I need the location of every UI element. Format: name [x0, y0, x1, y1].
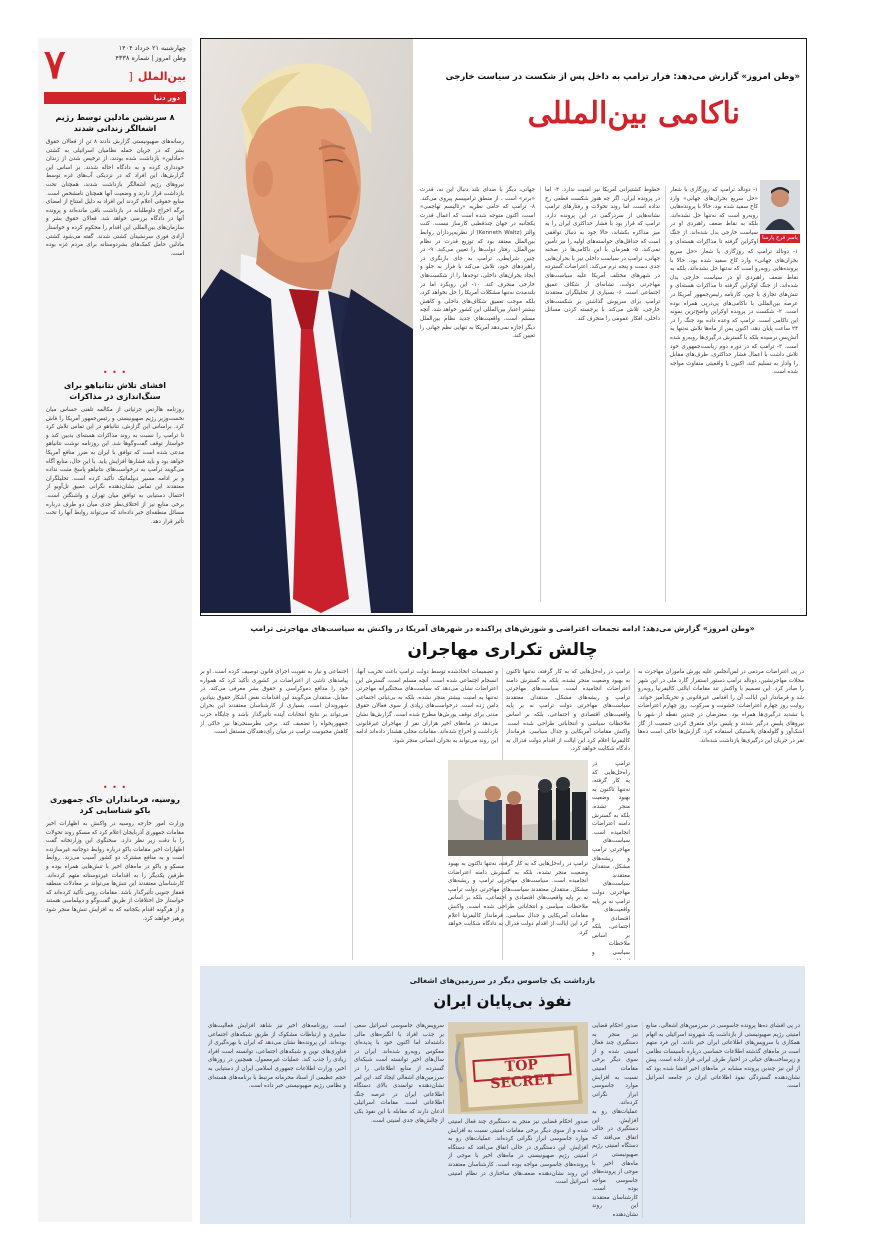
bottom-story-col3: سرویس‌های جاسوسی اسرائیل سعی بر جذب افراد با انگیزه‌های مالی داشته‌اند اما اکنون خود با پدیده‌ای معکوس روبه‌رو شده‌اند. ایران در سال‌های اخیر توانسته است شبکه‌ای گسترده از منابع اطلاعاتی را در سرزمین‌های اشغالی ایجاد کند. این امر نشان‌دهنده توانمندی بالای دستگاه اطلاعاتی ایران در عرصه جنگ اطلاعاتی است. مقامات اسرائیلی اذعان دارند که مقابله با این نفوذ یکی از چالش‌های جدی امنیتی است. — [354, 1023, 444, 1124]
mid-story-col2-side: ترامپ در راه‌حل‌هایی که به کار گرفته، نه‌تنها تاکنون به بهبود وضعیت منجر نشده، بلکه به گسترش دامنه اعتراضات انجامیده است. سیاست‌های مهاجرتی ترامپ و ریشه‌های مشکل. منتقدان معتقدند سیاست‌های مهاجرتی دولت ترامپ نه بر پایه واقعیت‌های اقتصادی و اجتماعی، بلکه بر اساس ملاحظات سیاسی و — [592, 761, 630, 957]
top-story-col1-lead: ۱- دونالد ترامپ که روزگاری با شعار «حل سریع بحران‌های جهانی» وارد کاخ سفید شده بود، حالا با پرونده‌هایی روبه‌رو است که نه‌تنها حل نشده‌اند، بلکه به نقاط ضعف راهبردی او در سیاست خارجی بدل شده‌اند. از جنگ اوکراین گرفته تا مذاکرات هسته‌ای و — [670, 187, 758, 245]
sidebar-story3-body: وزارت امور خارجه روسیه در واکنش به اظهارات اخیر مقامات جمهوری آذربایجان اعلام کرد که مسکو روند تحولات را با دقت زیر نظر دارد. سخنگوی این وزارتخانه گفت اظهارات اخیر مقامات باکو درباره روابط دوجانبه غیرسازنده است و به منافع مشترک دو کشور آسیب می‌زند. روابط مسکو و باکو در ماه‌های اخیر با تنش‌هایی همراه بوده و طرفین یکدیگر را به اقدامات غیردوستانه متهم کرده‌اند. کارشناسان معتقدند این تنش‌ها می‌تواند بر معادلات منطقه قفقاز جنوبی تأثیرگذار باشد. مقامات روس تأکید کرده‌اند که خواستار حل اختلافات از طریق گفت‌وگو و دیپلماسی هستند و از هرگونه اقدام یکجانبه که به افزایش تنش‌ها منجر شود پرهیز خواهند کرد. — [46, 821, 184, 922]
sidebar-story1-title: ۸ سرنشین مادلین توسط رژیم اشغالگر زندانی شدند — [55, 113, 175, 133]
sidebar-story2-body: روزنامه هاآرتص جزئیاتی از مکالمه تلفنی حساس میان نخست‌وزیر رژیم صهیونیستی و رئیس‌جمهور آمریکا را فاش کرد. براساس این گزارش، نتانیاهو در این تماس تلاش کرد تا ترامپ را نسبت به روند مذاکرات هسته‌ای بدبین کند و خواستار توقف گفت‌وگوها شد. این روزنامه نوشت نتانیاهو مدعی شده است که توافق با ایران به ضرر منافع آمریکا خواهد بود و باید فشارها افزایش یابد. با این حال، منابع آگاه می‌گویند ترامپ به درخواست‌های نتانیاهو پاسخ مثبت نداده و بر ادامه مسیر دیپلماتیک تأکید کرده است. تحلیلگران معتقدند این تماس نشان‌دهنده نگرانی عمیق تل‌آویو از احتمال دستیابی به توافق میان تهران و واشنگتن است. برخی منابع نیز از اختلاف‌نظر جدی میان دو طرف درباره مسائل منطقه‌ای خبر داده‌اند که می‌تواند روابط آنها را تحت تأثیر قرار دهد. — [46, 407, 184, 525]
separator-dots-icon: • • • — [102, 783, 128, 792]
mid-story-col2-bottom: ترامپ در راه‌حل‌هایی که به کار گرفته، نه‌تنها تاکنون به بهبود وضعیت منجر نشده، بلکه به گسترش دامنه اعتراضات انجامیده است. سیاست‌های مهاجرتی ترامپ و ریشه‌های مشکل. منتقدان معتقدند سیاست‌های مهاجرتی دولت ترامپ نه بر پایه واقعیت‌های اقتصادی و اجتماعی، بلکه بر اساس ملاحظات سیاسی و انتخاباتی طراحی شده است. واکنش مقامات آمریکایی و جدال سیاسی. فرماندار کالیفرنیا اعلام کرد این ایالت از اقدام دولت فدرال به دادگاه شکایت خواهد کرد. — [448, 861, 588, 936]
bottom-story-col2: صدور احکام قضایی نیز منجر به دستگیری چند فعال امنیتی شده و از سوی دیگر برخی مقامات امنیتی نسبت به افزایش موارد جاسوسی ابراز نگرانی کرده‌اند. عملیات‌های رو به افزایش. این دستگیری در حالی اتفاق می‌افتد که دستگاه امنیتی رژیم صهیونیستی در ماه‌های اخیر با موجی از پرونده‌های جاسوسی مواجه بوده است. کارشناسان معتقدند این روند نشان‌دهنده — [592, 1023, 638, 1218]
mid-story-col2-top: ترامپ در راه‌حل‌هایی که به کار گرفته، نه‌تنها تاکنون به بهبود وضعیت منجر نشده، بلکه به گسترش دامنه اعتراضات انجامیده است. سیاست‌های مهاجرتی ترامپ و ریشه‌های مشکل. منتقدان معتقدند سیاست‌های مهاجرتی دولت ترامپ نه بر پایه واقعیت‌های اقتصادی و اجتماعی، بلکه بر اساس ملاحظات سیاسی و انتخاباتی طراحی شده است. واکنش مقامات آمریکایی و جدال سیاسی. فرماندار کالیفرنیا اعلام کرد این ایالت از اقدام دولت فدرال به دادگاه شکایت خواهد کرد. — [506, 669, 630, 753]
mid-story-col3: و تصمیمات اتخاذشده توسط دولت ترامپ باعث تخریب آنها، انسجام اجتماعی شده است. آنچه مسلم است، گسترش این اعتراضات نشان می‌دهد که سیاست‌های سختگیرانه مهاجرتی نه‌تنها به امنیت بیشتر منجر نشده، بلکه به بی‌ثباتی اجتماعی دامن زده است. درخواست‌های زیادی از سوی فعالان حقوق مدنی برای توقف یورش‌ها مطرح شده است. گزارش‌ها نشان می‌دهد در ماه‌های اخیر هزاران نفر از مهاجران غیرقانونی بازداشت و اخراج شده‌اند. مقامات محلی هشدار داده‌اند ادامه این روند می‌تواند به بحران انسانی منجر شود. — [356, 669, 498, 744]
bottom-story-col2-bottom: صدور احکام قضایی نیز منجر به دستگیری چند فعال امنیتی شده و از سوی دیگر برخی مقامات امنیتی نسبت به افزایش موارد جاسوسی ابراز نگرانی کرده‌اند. عملیات‌های رو به افزایش. این دستگیری در حالی اتفاق می‌افتد که دستگاه امنیتی رژیم صهیونیستی در ماه‌های اخیر با موجی از پرونده‌های جاسوسی مواجه بوده است. کارشناسان معتقدند این روند نشان‌دهنده ضعف‌های ساختاری در نظام امنیتی اسرائیل است. — [448, 1119, 588, 1186]
top-secret-photo — [448, 1022, 588, 1114]
column-rule — [350, 1022, 351, 1218]
author-avatar — [760, 180, 800, 230]
section-label-wrap: ] بین‌الملل — [128, 70, 186, 83]
section-name: بین‌الملل — [137, 70, 186, 83]
author-box — [760, 180, 800, 240]
protest-photo — [448, 760, 588, 856]
bottom-story-col1: در پی افشای ده‌ها پرونده جاسوسی در سرزمین‌های اشغالی، منابع امنیتی رژیم صهیونیستی از بازداشت یک شهروند اسرائیلی به اتهام همکاری با سرویس‌های اطلاعاتی ایران خبر دادند. این فرد متهم است در ماه‌های گذشته اطلاعات حساسی درباره تأسیسات نظامی و زیرساخت‌های حیاتی در اختیار طرف ایرانی قرار داده است. پیش از این نیز چندین پرونده مشابه در ماه‌های اخیر افشا شده بود که نشان‌دهنده گستردگی نفوذ اطلاعاتی ایران در جامعه اسرائیل است. — [646, 1023, 800, 1090]
top-story-col3: جهانی، دیگر با صدای بلند دنبال این نه، قدرت «برتر» است ، از منطق ترامپیسم پیروی می‌کند. ۸- ترامپ که حامی نظریه «رئالیسم تهاجمی» است، اکنون متوجه شده است که اعمال قدرت یکجانبه در جهان چندقطبی کارساز نیست. کنت والتز (Kenneth Waltz) از نظریه‌پردازان روابط بین‌الملل معتقد بود که توزیع قدرت در نظام بین‌الملل، رفتار دولت‌ها را تعیین می‌کند. ۹- در چنین شرایطی، ترامپ به جای بازنگری در راهبردهای خود، تلاش می‌کند با فرار به جلو و ایجاد بحران‌های داخلی، توجه‌ها را از شکست‌های خارجی منحرف کند. ۱۰- این رویکرد اما در بلندمدت نه‌تنها مشکلات آمریکا را حل نخواهد کرد، بلکه موجب تعمیق شکاف‌های داخلی و کاهش بیشتر اعتبار بین‌المللی این کشور خواهد شد. آنچه مسلم است، واقعیت‌های جدید نظام بین‌الملل دیگر اجازه نمی‌دهد آمریکا به تنهایی نظم جهانی را تعیین کند. — [420, 187, 535, 340]
dour-donya-label: دور دنیا — [153, 94, 180, 102]
column-rule — [642, 1022, 643, 1218]
trump-photo — [201, 39, 413, 613]
trump-portrait-image — [201, 39, 413, 613]
mid-story-col1: در پی اعتراضات مردمی در لس‌آنجلس علیه یورش مأموران مهاجرت به محلات مهاجرنشین، دونالد ترامپ دستور استقرار گارد ملی در این شهر را صادر کرد. این تصمیم با واکنش تند مقامات ایالتی کالیفرنیا روبه‌رو شد و فرماندار این ایالت آن را اقدامی غیرقانونی و تحریک‌آمیز خواند. روایت روز چهارم اعتراضات: خشونت و سرکوب. روز چهارم اعتراضات با تشدید درگیری‌ها همراه بود. معترضان در چندین نقطه از شهر با نیروهای پلیس درگیر شدند و پلیس برای متفرق کردن جمعیت از گاز اشک‌آور و گلوله‌های پلاستیکی استفاده کرد. گزارش‌ها حاکی است ده‌ها نفر در جریان این درگیری‌ها بازداشت شده‌اند. — [638, 669, 804, 744]
masthead — [40, 40, 190, 92]
mid-story-kicker: «وطن امروز» گزارش می‌دهد: ادامه تجمعات اعتراضی و شورش‌های پراکنده در شهرهای آمریکا در واکنش به سیاست‌های مهاجرتی ترامپ — [250, 624, 755, 633]
date-line: چهارشنبه ۲۱ خرداد ۱۴۰۴ — [118, 44, 186, 52]
mid-story-headline: چالش تکراری مهاجران — [407, 640, 598, 660]
issue-line: وطن امروز | شماره ۴۳۳۸ — [115, 54, 186, 62]
column-rule — [634, 668, 635, 960]
mid-story-col4: اجتماعی و نیاز به تقویت اجرای قانون توصیف کرده است. او بر پیامدهای ناشی از اعتراضات در کشوری تأکید کرد که همواره خود را مدافع دموکراسی و حقوق بشر معرفی می‌کند. در مقابل، منتقدان می‌گویند این اقدامات نقض آشکار حقوق بنیادین شهروندان است. بسیاری از کارشناسان معتقدند این بحران می‌تواند بر نتایج انتخابات آینده تأثیرگذار باشد و جایگاه حزب جمهوریخواه را تضعیف کند. برخی نظرسنجی‌ها نیز حاکی از کاهش محبوبیت ترامپ در میان رأی‌دهندگان مستقل است. — [200, 669, 348, 736]
author-name: یاسر فرج پارسا — [760, 234, 800, 243]
column-rule — [540, 186, 541, 602]
bottom-story-kicker: بازداشت یک جاسوس دیگر در سرزمین‌های اشغالی — [409, 976, 596, 985]
column-rule — [352, 668, 353, 960]
top-story-col1: ۱- دونالد ترامپ که روزگاری با شعار «حل سریع بحران‌های جهانی» وارد کاخ سفید شده بود، حالا با پرونده‌هایی روبه‌رو است که نه‌تنها حل نشده‌اند، بلکه به نقاط ضعف راهبردی او در سیاست خارجی بدل شده‌اند. از جنگ اوکراین گرفته تا مذاکرات هسته‌ای و تنش‌های تجاری با چین، کارنامه رئیس‌جمهور آمریکا در عرصه بین‌المللی با ناکامی‌های پی‌درپی همراه بوده است. ۲- شکست در پرونده اوکراین واضح‌ترین نمونه این ناکامی است. ترامپ که وعده داده بود جنگ را در ۲۴ ساعت پایان دهد، اکنون پس از ماه‌ها تلاش نه‌تنها به آتش‌بس نرسیده بلکه با گسترش درگیری‌ها روبه‌رو شده است. ۳- ترامپ که در دوره دوم ریاست‌جمهوری خود تلاش داشت با اعمال فشار حداکثری، طرف‌های مقابل را وادار به تسلیم کند، اکنون با واقعیتی متفاوت مواجه شده است. — [670, 249, 798, 376]
dour-donya-bar — [44, 92, 186, 104]
bottom-story-col4: است. روزنامه‌های اخیر نیز شاهد افزایش فعالیت‌های سایبری و ارتباطات مشکوک از طریق شبکه‌های اجتماعی بوده‌اند. این پرونده‌ها نشان می‌دهد که ایران با بهره‌گیری از فناوری‌های نوین و شبکه‌های اجتماعی، توانسته است افراد زیادی را جذب کند. عملیات غیرمعمول. همچنین در روزهای اخیر، وزارت اطلاعات جمهوری اسلامی ایران از دستیابی به حجم عظیمی از اسناد محرمانه مرتبط با برنامه‌های هسته‌ای و نظامی رژیم صهیونیستی خبر داده است. — [208, 1023, 346, 1090]
protest-image — [448, 760, 588, 856]
page-number: ۷ — [44, 41, 66, 88]
separator-dots-icon: • • • — [102, 368, 128, 377]
sidebar-story3-title: روسیه، فرمانداران خاک جمهوری باکو شناسایی کرد — [50, 795, 180, 815]
sidebar-story2-title: افشای تلاش نتانیاهو برای سنگ‌اندازی در مذاکرات — [63, 381, 167, 401]
bottom-story-headline: نفوذ بی‌پایان ایران — [433, 992, 572, 1010]
column-rule — [665, 186, 666, 602]
top-story-col2: خطوط کشتیرانی آمریکا نیز امنیت ندارد. ۴- اما در پرونده ایران، اگر چه هنوز شکست قطعی رخ نداده است، اما روند تحولات و رفتارهای ترامپ نشانه‌هایی از سردرگمی در این پرونده دارد. ترامپ که قرار بود با فشار حداکثری ایران را به میز مذاکره بکشاند، حالا خود به دنبال توافقی است که حداقل‌های خواسته‌های اولیه را نیز تأمین نمی‌کند. ۵- همزمان با این ناکامی‌ها در صحنه جهانی، ترامپ در سیاست داخلی نیز با بحران‌هایی جدی دست و پنجه نرم می‌کند. اعتراضات گسترده در شهرهای مختلف آمریکا علیه سیاست‌های مهاجرتی دولت، نشانه‌ای از شکاف عمیق اجتماعی است. ۶- بسیاری از تحلیلگران معتقدند ترامپ برای سرپوش گذاشتن بر شکست‌های خارجی، تلاش می‌کند با برجسته کردن مسائل داخلی، افکار عمومی را منحرف کند. — [545, 187, 660, 322]
sidebar-story1-body: رسانه‌های صهیونیستی گزارش دادند ۸ تن از فعالان حقوق بشر که در جریان حمله نظامیان اسرائیلی به کشتی «مادلین» بازداشت شده بودند، از ترخیص شدن از زندان خودداری کرده و به دادگاه احاله شدند. بر اساس این گزارش‌ها، این افراد که در نزدیکی آب‌های غزه توسط نیروهای رژیم اشغالگر بازداشت شدند، همچنان تحت بازداشت قرار دارند و وضعیت آنها همچنان نامشخص است. منابع حقوقی اعلام کردند این افراد به دلیل امتناع از امضای برگه اخراج داوطلبانه در بازداشت باقی مانده‌اند و پرونده آنها در دادگاه بررسی خواهد شد. فعالان حقوق بشر و سازمان‌های بین‌المللی این اقدام را محکوم کرده و خواستار آزادی فوری سرنشینان کشتی شدند. گفته می‌شود کشتی مادلین حامل کمک‌های بشردوستانه برای مردم غزه بوده است. — [46, 139, 184, 257]
top-secret-stamp: TOP SECRET — [489, 1056, 556, 1093]
top-story-headline: ناکامی بین‌المللی — [527, 96, 740, 131]
top-story-kicker: «وطن امروز» گزارش می‌دهد: فرار ترامپ به داخل پس از شکست در سیاست خارجی — [445, 72, 800, 82]
